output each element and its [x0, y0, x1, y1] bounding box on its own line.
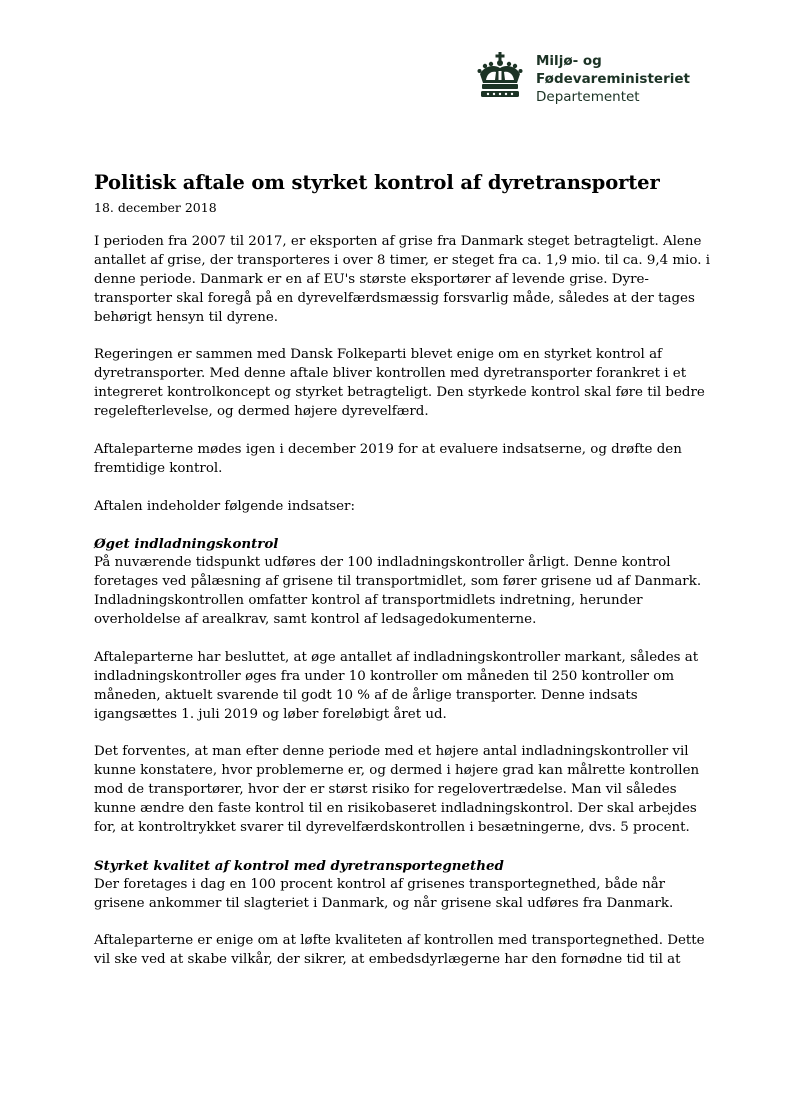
text-line: denne periode. Danmark er en af EU's største eksportører af levende grise. Dyre-	[94, 271, 649, 287]
section-transport-fitness	[94, 857, 684, 914]
text-line: behørigt hensyn til dyrene.	[94, 309, 279, 325]
paragraph-evaluation	[94, 441, 684, 479]
text-line: Det forventes, at man efter denne periode med et højere antal indladningskontroller vil	[94, 744, 689, 760]
text-line: måneden, aktuelt svarende til godt 10 % af de årlige transporter. Denne indsats	[94, 687, 638, 703]
paragraph-quality	[94, 932, 705, 970]
text-line: Aftaleparterne har besluttet, at øge antallet af indladningskontroller markant, således at	[94, 649, 699, 665]
text-line: dyretransporter. Med denne aftale bliver kontrollen med dyretransporter forankret i et	[94, 366, 687, 382]
paragraph-agreement	[94, 346, 705, 422]
text-line: igangsættes 1. juli 2019 og løber foreløbigt året ud.	[94, 706, 447, 722]
paragraph-expectation	[94, 743, 700, 838]
document-date: 18. december 2018	[94, 200, 217, 215]
ministry-logo	[476, 52, 690, 106]
document-title: Politisk aftale om styrket kontrol af dyretransporter	[94, 171, 660, 194]
section-heading: Øget indladningskontrol	[94, 536, 279, 553]
text-line: Der foretages i dag en 100 procent kontrol af grisenes transportegnethed, både når	[94, 876, 666, 892]
document-body	[94, 233, 711, 989]
text-line: kunne konstatere, hvor problemerne er, og dermed i højere grad kan målrette kontrollen	[94, 763, 700, 779]
org-line-2: Fødevareministeriet	[536, 71, 690, 87]
paragraph-intro	[94, 233, 711, 328]
text-line: Indladningskontrollen omfatter kontrol af transportmidlets indretning, herunder	[94, 593, 643, 609]
text-line: overholdelse af arealkrav, samt kontrol af ledsagedokumenterne.	[94, 612, 537, 628]
text-line: mod de transportører, hvor der er størst risiko for regelovertrædelse. Man vil således	[94, 782, 677, 798]
section-heading: Styrket kvalitet af kontrol med dyretransportegnethed	[94, 857, 504, 874]
text-line: I perioden fra 2007 til 2017, er eksporten af grise fra Danmark steget betragteligt. Alene	[94, 234, 702, 249]
text-line: integreret kontrolkoncept og styrket betragteligt. Den styrkede kontrol skal føre til bedre	[94, 385, 705, 401]
organization-name	[536, 52, 690, 106]
text-line: fremtidige kontrol.	[94, 460, 223, 476]
org-line-1: Miljø- og	[536, 53, 602, 69]
text-line: vil ske ved at skabe vilkår, der sikrer, at embedsdyrlægerne har den fornødne tid til at	[94, 952, 681, 968]
crown-icon	[476, 52, 524, 98]
paragraph-decision	[94, 649, 699, 725]
org-line-3: Departementet	[536, 89, 640, 105]
section-loading-control	[94, 535, 702, 630]
text-line: transporter skal foregå på en dyrevelfærdsmæssig forsvarlig måde, således at der tages	[94, 290, 695, 306]
text-line: Aftaleparterne mødes igen i december 2019 for at evaluere indsatserne, og drøfte den	[94, 441, 682, 457]
text-line: kunne ændre den faste kontrol til en risikobaseret indladningskontrol. Der skal arbejdes	[94, 801, 697, 817]
text-line: Regeringen er sammen med Dansk Folkeparti blevet enige om en styrket kontrol af	[94, 347, 663, 363]
text-line: Aftalen indeholder følgende indsatser:	[94, 498, 355, 514]
paragraph-contents	[94, 498, 684, 517]
text-line: På nuværende tidspunkt udføres der 100 indladningskontroller årligt. Denne kontrol	[94, 555, 671, 571]
text-line: Aftaleparterne er enige om at løfte kvaliteten af kontrollen med transportegnethed. Dette	[94, 933, 705, 949]
text-line: grisene ankommer til slagteriet i Danmark, og når grisene skal udføres fra Danmark.	[94, 895, 674, 911]
text-line: antallet af grise, der transporteres i over 8 timer, er steget fra ca. 1,9 mio. til ca. 9,4 mio. i	[94, 252, 711, 268]
text-line: indladningskontroller øges fra under 10 kontroller om måneden til 250 kontroller om	[94, 668, 675, 684]
text-line: foretages ved pålæsning af grisene til transportmidlet, som fører grisene ud af Danmark.	[94, 574, 702, 590]
text-line: for, at kontroltrykket svarer til dyrevelfærdskontrollen i besætningerne, dvs. 5 procent.	[94, 820, 690, 835]
text-line: regelefterlevelse, og dermed højere dyrevelfærd.	[94, 404, 429, 420]
